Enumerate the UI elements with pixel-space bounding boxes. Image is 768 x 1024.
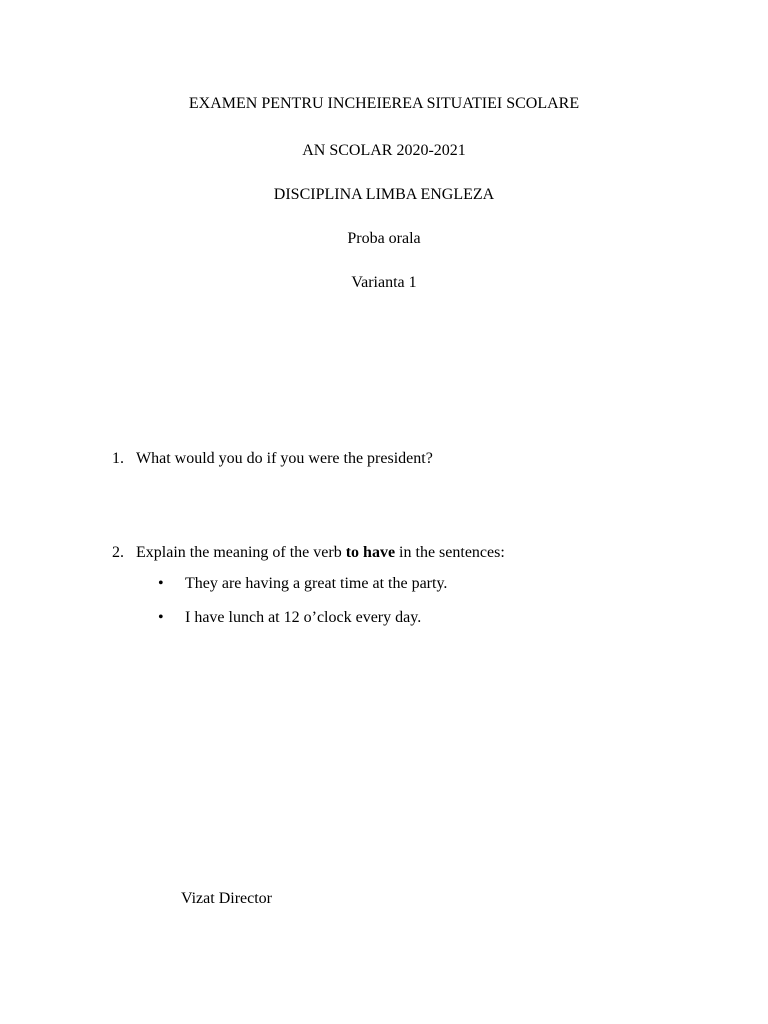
question-text: What would you do if you were the president? bbox=[136, 450, 433, 467]
question-text-after: in the sentences: bbox=[395, 544, 505, 561]
school-year: AN SCOLAR 2020-2021 bbox=[302, 142, 466, 159]
list-item bbox=[158, 574, 447, 594]
list-item-text: I have lunch at 12 o’clock every day. bbox=[185, 609, 422, 626]
question-number: 1. bbox=[112, 450, 124, 467]
signature-label: Vizat Director bbox=[181, 890, 272, 907]
question-text-before: Explain the meaning of the verb bbox=[136, 544, 346, 561]
question-1 bbox=[112, 449, 433, 469]
subject: DISCIPLINA LIMBA ENGLEZA bbox=[273, 186, 495, 203]
question-2 bbox=[112, 543, 505, 563]
exam-type: Proba orala bbox=[347, 230, 421, 247]
variant: Varianta 1 bbox=[351, 274, 417, 291]
list-item bbox=[158, 608, 421, 628]
bullet-icon: • bbox=[158, 609, 164, 626]
bullet-icon: • bbox=[158, 575, 164, 592]
question-emphasis: to have bbox=[345, 544, 396, 561]
question-number: 2. bbox=[112, 544, 124, 561]
exam-title: EXAMEN PENTRU INCHEIEREA SITUATIEI SCOLARE bbox=[188, 95, 580, 112]
list-item-text: They are having a great time at the party. bbox=[185, 575, 448, 592]
